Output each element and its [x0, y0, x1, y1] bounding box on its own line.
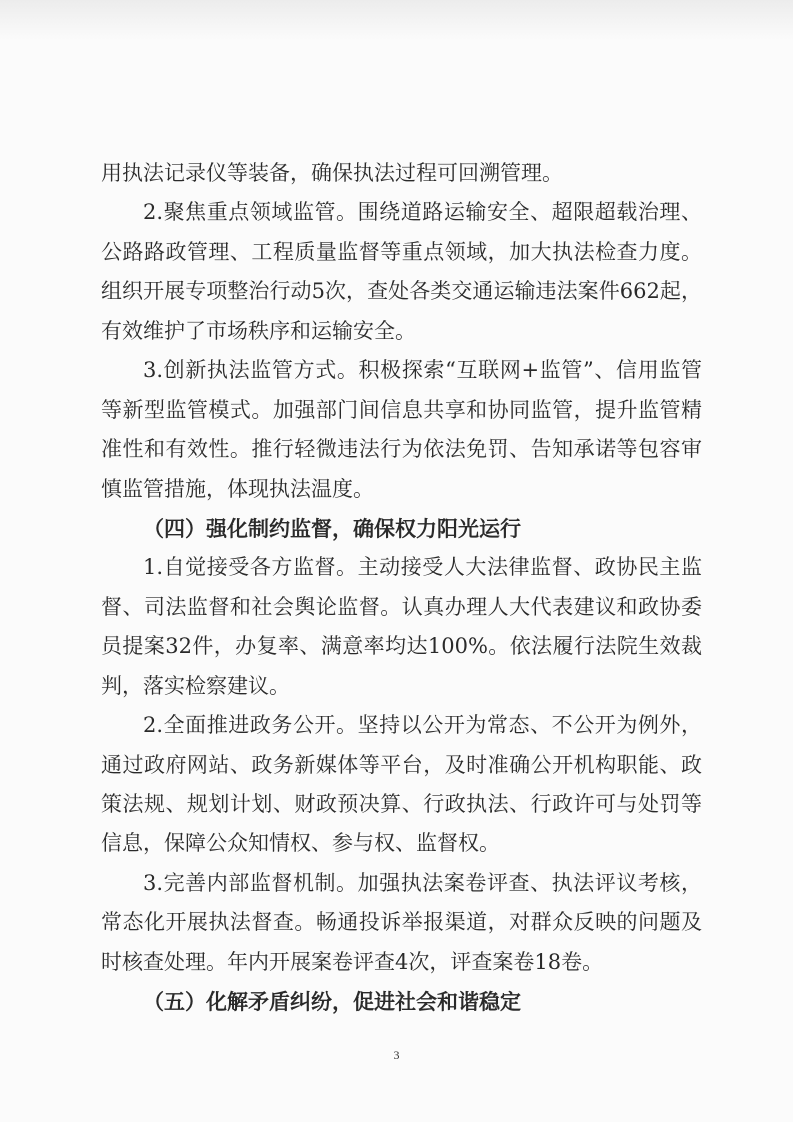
text-line: 有效维护了市场秩序和运输安全。 [101, 318, 416, 343]
paragraph [101, 864, 702, 982]
text-line: 督、司法监督和社会舆论监督。认真办理人大代表建议和政协委 [101, 594, 702, 619]
section-heading [101, 509, 702, 548]
paragraph [101, 351, 702, 509]
text-line: 组织开展专项整治行动5次，查处各类交通运输违法案件662起， [101, 279, 702, 304]
text-line: 通过政府网站、政务新媒体等平台，及时准确公开机构职能、政 [101, 752, 702, 777]
text-line: 员提案32件，办复率、满意率均达100%。依法履行法院生效裁 [101, 634, 702, 659]
text-line: 准性和有效性。推行轻微违法行为依法免罚、告知承诺等包容审 [101, 437, 702, 462]
paragraph [101, 548, 702, 706]
text-line: 2.聚焦重点领域监管。围绕道路运输安全、超限超载治理、 [143, 200, 702, 225]
text-line: 公路路政管理、工程质量监督等重点领域，加大执法检查力度。 [101, 239, 702, 264]
section-heading [101, 982, 702, 1021]
text-line: 时核查处理。年内开展案卷评查4次，评查案卷18卷。 [101, 949, 604, 974]
scan-edge [0, 0, 793, 40]
text-line: 1.自觉接受各方监督。主动接受人大法律监督、政协民主监 [143, 555, 702, 580]
text-line: 3.完善内部监督机制。加强执法案卷评查、执法评议考核， [143, 870, 702, 895]
text-line: （五）化解矛盾纠纷，促进社会和谐稳定 [143, 989, 521, 1015]
text-line: 慎监管措施，体现执法温度。 [101, 476, 374, 501]
paragraph [101, 154, 702, 193]
text-line: （四）强化制约监督，确保权力阳光运行 [143, 515, 521, 541]
page-number: 3 [393, 1048, 400, 1062]
text-line: 用执法记录仪等装备，确保执法过程可回溯管理。 [101, 161, 563, 185]
text-line: 常态化开展执法督查。畅通投诉举报渠道，对群众反映的问题及 [101, 910, 702, 935]
text-line: 3.创新执法监管方式。积极探索“互联网+监管”、信用监管 [143, 358, 702, 383]
text-line: 2.全面推进政务公开。坚持以公开为常态、不公开为例外， [143, 713, 702, 738]
text-line: 信息，保障公众知情权、参与权、监督权。 [101, 831, 500, 856]
paragraph [101, 193, 702, 351]
document-body [101, 154, 702, 1022]
text-line: 等新型监管模式。加强部门间信息共享和协同监管，提升监管精 [101, 397, 702, 422]
text-line: 策法规、规划计划、财政预决算、行政执法、行政许可与处罚等 [101, 792, 702, 816]
paragraph [101, 706, 702, 864]
text-line: 判，落实检察建议。 [101, 673, 290, 698]
